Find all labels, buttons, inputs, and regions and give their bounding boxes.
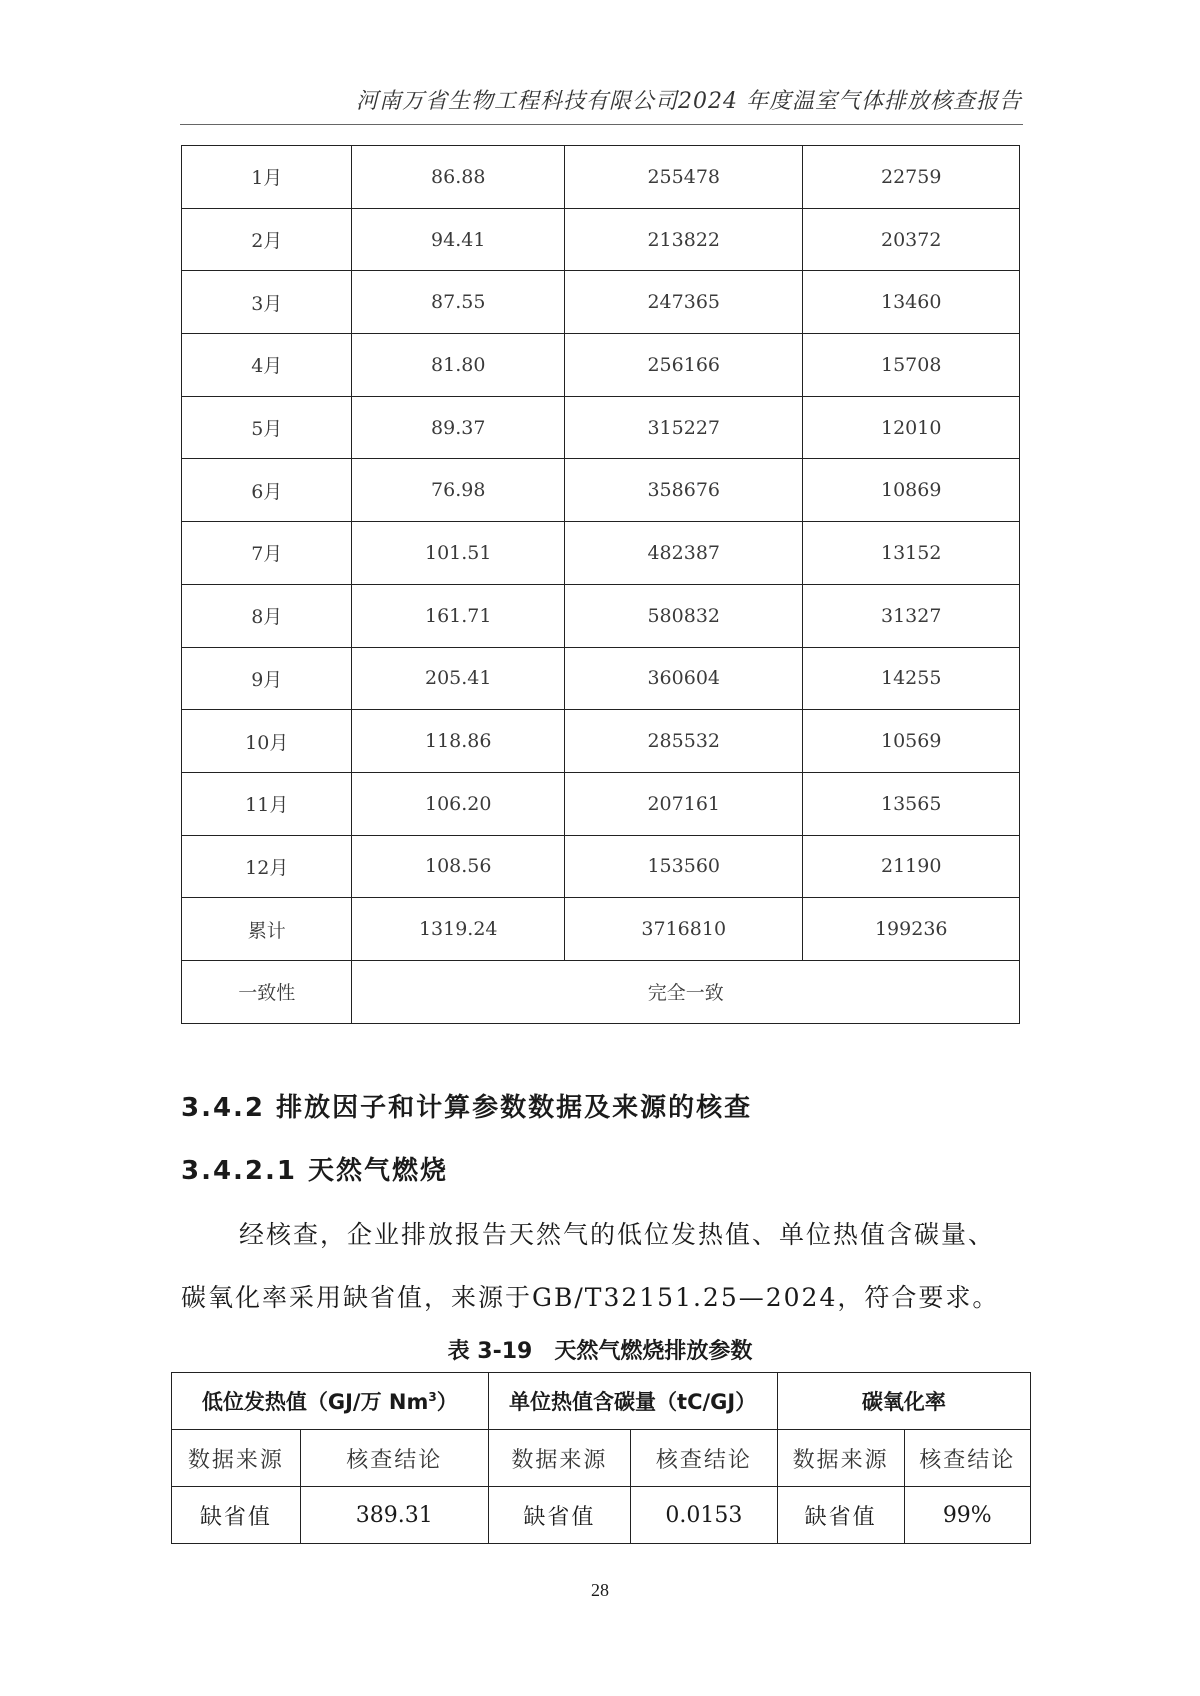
param-header-carbon-content: 单位热值含碳量（tC/GJ） [488, 1373, 777, 1430]
value-cell: 106.20 [352, 772, 565, 835]
value-cell: 10569 [803, 710, 1020, 773]
value-cell: 153560 [565, 835, 803, 898]
table-caption: 表 3-19 天然气燃烧排放参数 [447, 1339, 753, 1364]
value-cell: 87.55 [352, 271, 565, 334]
param-value-cell: 缺省值 [488, 1487, 631, 1544]
param-sub-cell: 核查结论 [904, 1430, 1030, 1487]
value-cell: 161.71 [352, 584, 565, 647]
param-header-oxidation-rate: 碳氧化率 [777, 1373, 1030, 1430]
param-header-row [172, 1373, 1031, 1430]
table-row [182, 146, 1020, 209]
param-header-heat-value-sup: 3 [428, 1390, 437, 1404]
value-cell: 101.51 [352, 522, 565, 585]
table-row [182, 522, 1020, 585]
monthly-data-table [181, 145, 1020, 1024]
value-cell: 256166 [565, 334, 803, 397]
section-heading: 3.4.2 排放因子和计算参数数据及来源的核查 [181, 1093, 753, 1123]
param-value-cell: 缺省值 [777, 1487, 904, 1544]
value-cell: 12010 [803, 396, 1020, 459]
value-cell: 580832 [565, 584, 803, 647]
month-cell: 10月 [182, 710, 352, 773]
value-cell: 255478 [565, 146, 803, 209]
param-sub-header-row [172, 1430, 1031, 1487]
value-cell: 13460 [803, 271, 1020, 334]
table-row [182, 710, 1020, 773]
value-cell: 81.80 [352, 334, 565, 397]
param-value-cell: 0.0153 [631, 1487, 778, 1544]
consistency-value: 完全一致 [352, 960, 1020, 1023]
month-cell: 1月 [182, 146, 352, 209]
value-cell: 205.41 [352, 647, 565, 710]
header-divider [180, 124, 1023, 125]
value-cell: 108.56 [352, 835, 565, 898]
value-cell: 285532 [565, 710, 803, 773]
table-row [182, 208, 1020, 271]
value-cell: 3716810 [565, 898, 803, 961]
param-sub-cell: 数据来源 [488, 1430, 631, 1487]
table-row [182, 584, 1020, 647]
consistency-label: 一致性 [182, 960, 352, 1023]
value-cell: 94.41 [352, 208, 565, 271]
value-cell: 199236 [803, 898, 1020, 961]
month-cell: 4月 [182, 334, 352, 397]
consistency-row [182, 960, 1020, 1023]
month-cell: 6月 [182, 459, 352, 522]
table-row [182, 835, 1020, 898]
param-header-heat-value-text: 低位发热值（GJ/万 Nm [201, 1390, 429, 1414]
value-cell: 118.86 [352, 710, 565, 773]
page-number: 28 [591, 1580, 609, 1600]
month-cell: 12月 [182, 835, 352, 898]
emission-parameter-table [171, 1372, 1031, 1544]
value-cell: 22759 [803, 146, 1020, 209]
value-cell: 21190 [803, 835, 1020, 898]
value-cell: 13152 [803, 522, 1020, 585]
value-cell: 213822 [565, 208, 803, 271]
month-cell: 7月 [182, 522, 352, 585]
body-paragraph [181, 1203, 1021, 1329]
month-cell: 3月 [182, 271, 352, 334]
value-cell: 20372 [803, 208, 1020, 271]
value-cell: 360604 [565, 647, 803, 710]
param-value-cell: 99% [904, 1487, 1030, 1544]
month-cell: 累计 [182, 898, 352, 961]
month-cell: 8月 [182, 584, 352, 647]
value-cell: 207161 [565, 772, 803, 835]
table-row [182, 271, 1020, 334]
param-sub-cell: 核查结论 [631, 1430, 778, 1487]
param-value-cell: 缺省值 [172, 1487, 301, 1544]
value-cell: 76.98 [352, 459, 565, 522]
table-row [182, 772, 1020, 835]
month-cell: 11月 [182, 772, 352, 835]
month-cell: 5月 [182, 396, 352, 459]
param-sub-cell: 核查结论 [300, 1430, 488, 1487]
value-cell: 482387 [565, 522, 803, 585]
value-cell: 86.88 [352, 146, 565, 209]
value-cell: 89.37 [352, 396, 565, 459]
value-cell: 31327 [803, 584, 1020, 647]
value-cell: 315227 [565, 396, 803, 459]
table-row [182, 396, 1020, 459]
value-cell: 247365 [565, 271, 803, 334]
table-row [182, 647, 1020, 710]
value-cell: 14255 [803, 647, 1020, 710]
subsection-heading: 3.4.2.1 天然气燃烧 [181, 1156, 449, 1186]
param-value-row [172, 1487, 1031, 1544]
param-value-cell: 389.31 [300, 1487, 488, 1544]
table-row [182, 459, 1020, 522]
table-row [182, 334, 1020, 397]
month-cell: 9月 [182, 647, 352, 710]
body-paragraph-text: 经核查，企业排放报告天然气的低位发热值、单位热值含碳量、碳氧化率采用缺省值，来源于GB/T32151.25—2024，符合要求。 [181, 1220, 1000, 1312]
value-cell: 358676 [565, 459, 803, 522]
param-sub-cell: 数据来源 [777, 1430, 904, 1487]
table-row [182, 898, 1020, 961]
page-header: 河南万省生物工程科技有限公司2024 年度温室气体排放核查报告 [356, 89, 1022, 114]
param-header-heat-value-end: ） [436, 1390, 458, 1414]
value-cell: 15708 [803, 334, 1020, 397]
month-cell: 2月 [182, 208, 352, 271]
param-header-heat-value [172, 1373, 489, 1430]
value-cell: 1319.24 [352, 898, 565, 961]
value-cell: 10869 [803, 459, 1020, 522]
value-cell: 13565 [803, 772, 1020, 835]
param-sub-cell: 数据来源 [172, 1430, 301, 1487]
